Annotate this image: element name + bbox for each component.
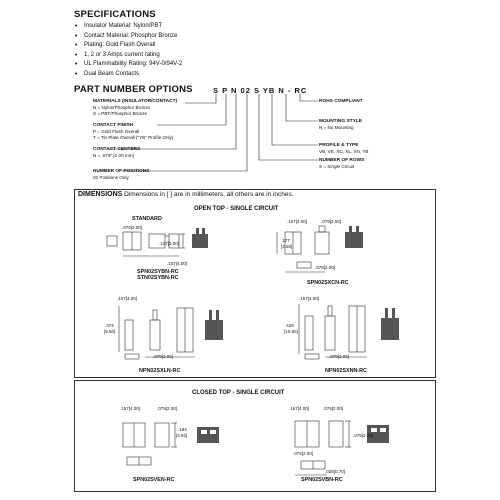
closed-top-heading: CLOSED TOP - SINGLE CIRCUIT [192,390,285,396]
part-number: SPN02SVEN-RC [133,477,175,483]
part-number-label [325,368,367,374]
dimension-label: .079[2.00] [157,406,178,411]
profile-option: VB, VE, XC, XL, XN, YB [319,148,369,154]
materials-option: N = Nylon/Phosphor Bronze [93,104,151,110]
standard-heading: STANDARD [132,216,162,222]
mounting-block [319,118,362,131]
rohs-title: ROHS COMPLIANT [319,99,363,104]
dimension-label: .079[2.00] [122,225,143,230]
dimension-label: .157[4.00] [117,296,138,301]
dimension-label: [4.92] [176,433,188,438]
connector-drawing-svbn [287,411,407,481]
finish-option: T = Tin Plate Overall ("YB" Profile Only) [93,134,174,140]
centers-option: N = .079" [2.00 mm] [93,152,134,158]
part-number: NPN02SXLN-RC [139,368,181,374]
dimension-label: .079[2.00] [315,265,336,270]
dimension-label: .157[4.00] [299,296,320,301]
part-number-label [133,477,174,483]
connector-drawing-sxln [105,302,235,362]
profile-title: PROFILE & TYPE [319,143,359,148]
dimension-label: .194 [178,427,187,432]
dimension-label: .157[4.00] [287,219,308,224]
connector-drawing-sxnn [285,302,415,362]
spec-item: • Plating: Gold Flash Overall [74,41,182,51]
dimension-label: .079[2.00] [329,354,350,359]
part-number-code: S P N 02 S YB N - RC [213,86,308,95]
dimension-label: .429 [285,323,294,328]
specifications-title: SPECIFICATIONS [74,9,156,20]
spec-item: • 1, 2 or 3 Amps current rating [74,51,182,61]
centers-block [93,146,140,159]
positions-block [93,168,150,181]
part-number: SPN02SXCN-RC [307,280,349,286]
part-number-label [301,477,343,483]
dimension-label: .079[2.00] [353,433,374,438]
dimension-label: [10.90] [284,329,298,334]
dimension-label: .157[4.00] [167,261,188,266]
dimension-label: .374 [105,323,114,328]
dimensions-title: DIMENSIONS [78,191,123,198]
positions-option: 02 Positions Only [93,174,129,180]
spec-item: • Insulator Material: Nylon/PBT [74,22,182,32]
rohs-block [319,98,363,105]
connector-drawing-sven [115,413,235,473]
finish-title: CONTACT FINISH [93,123,134,128]
rows-title: NUMBER OF ROWS [319,158,365,163]
materials-block [93,98,177,116]
dimensions-note: Dimensions in [ ] are in millimeters, all others are in inches. [124,191,294,198]
dimension-label: .137[3.50] [159,241,180,246]
part-number-title: PART NUMBER OPTIONS [74,84,193,95]
closed-top-panel [74,380,436,492]
dimension-label: .157[4.00] [289,406,310,411]
spec-item: • Dual Beam Contacts [74,70,182,80]
dimension-label: .157[4.00] [120,406,141,411]
centers-title: CONTACT CENTERS [93,147,141,152]
dimension-label: .079[2.00] [323,406,344,411]
spec-item: • UL Flammability Rating: 94V-0/94V-2 [74,60,182,70]
part-number-label [307,280,349,286]
dimensions-heading [78,191,294,198]
part-number: SPN02SYBN-RC [137,269,179,275]
materials-option: S = PBT/Phosphor Bronze [93,110,148,116]
part-number: NPN02SXNN-RC [325,368,367,374]
part-number: STN02SYBN-RC [137,275,179,282]
part-number-label [137,269,179,282]
rows-block [319,157,364,170]
mounting-option: N = No Mounting [319,124,354,130]
positions-title: NUMBER OF POSITIONS [93,169,150,174]
part-number: SPN02SVBN-RC [301,477,343,483]
dimension-label: .028[0.70] [325,469,346,474]
open-top-heading: OPEN TOP - SINGLE CIRCUIT [194,206,279,212]
dimension-label: [9.50] [104,329,116,334]
dimensions-panel [74,189,436,378]
dimension-label: .177 [281,238,290,243]
part-number-label [139,368,180,374]
finish-block [93,122,173,140]
part-number-leader-lines [0,0,500,190]
rows-option: S = Single Circuit [319,163,355,169]
finish-option: P = Gold Flash Overall [93,128,140,134]
mounting-title: MOUNTING STYLE [319,119,362,124]
dimension-label: [4.50] [281,244,293,249]
materials-title: MATERIALS (INSULATOR/CONTACT) [93,99,178,104]
dimension-label: .079[2.00] [153,354,174,359]
spec-item: • Contact Material: Phosphor Bronze [74,32,182,42]
profile-block [319,142,368,155]
dimension-label: .079[2.00] [321,219,342,224]
dimension-label: .079[2.00] [293,451,314,456]
